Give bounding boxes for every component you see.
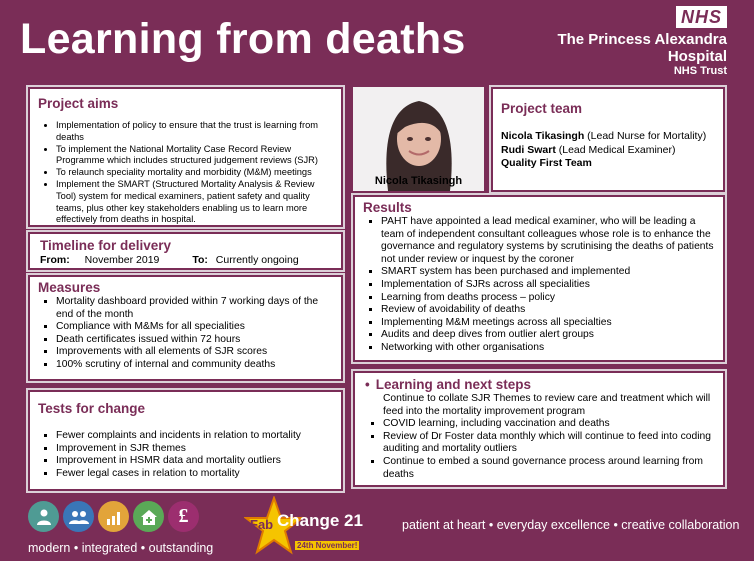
learning-item: ▪ COVID learning, including vaccination and deaths [383,418,715,431]
timeline-from-label: From: [40,254,70,266]
measure-item: ▪ Improvements with all elements of SJR scores [56,346,333,359]
nhs-trust-block [557,6,727,78]
project-aims-panel [28,87,343,227]
team-member-name: Quality First Team [501,157,592,169]
measure-item: ▪ 100% scrutiny of internal and community deaths [56,359,333,372]
timeline-panel [28,232,343,270]
pound-icon: £ [168,501,199,532]
timeline-heading: Timeline for delivery [40,238,172,253]
poster-main [26,81,726,494]
timeline-from-value: November 2019 [84,254,160,266]
team-member [501,144,715,158]
trust-name-line1: The Princess Alexandra [557,31,727,48]
fab-change-badge [244,496,363,556]
test-item: ▪ Fewer complaints and incidents in relation to mortality [56,430,333,443]
learning-item: ▪ Review of Dr Foster data monthly which will continue to feed into coding auditing and mortality outliers [383,431,715,456]
learning-item: ▪ Continue to embed a sound governance process around learning from deaths [383,456,715,481]
result-item: ▪ Audits and deep dives from outlier alert groups [381,329,715,342]
timeline-to-value: Currently ongoing [215,254,299,266]
learning-heading: • Learning and next steps [365,377,532,392]
result-item: ▪ PAHT have appointed a lead medical examiner, who will be leading a team of independent consultant colleagues whose role is to enhance the governance and regulatory systems by scrutinising the deaths of patients not under review or inquest by the coroner [381,216,715,266]
team-member-role: (Lead Medical Examiner) [555,143,676,156]
measures-heading: Measures [38,280,101,295]
footer-tagline: modern • integrated • outstanding [28,541,214,555]
tests-panel [28,390,343,491]
result-item: ▪ Learning from deaths process – policy [381,292,715,305]
results-heading: Results [363,200,412,215]
team-member [501,130,715,144]
tests-heading: Tests for change [38,401,146,416]
project-aims-item: • Implement the SMART (Structured Mortality Analysis & Review Tool) system for medical examiners, patient safety and quality teams, plus other key stakeholders enabling us to learn more effectively from deaths in hospital. [56,179,333,226]
result-item: ▪ Implementing M&M meetings across all specialties [381,317,715,330]
results-panel [353,195,725,362]
growth-chart-icon [98,501,129,532]
result-item: ▪ SMART system has been purchased and implemented [381,266,715,279]
team-member-name: Nicola Tikasingh [501,130,585,142]
project-aims-item: • To relaunch speciality mortality and morbidity (M&M) meetings [56,167,333,179]
team-member-name: Rudi Swart [501,143,556,156]
timeline-to-label: To: [192,254,208,266]
measure-item: ▪ Death certificates issued within 72 hours [56,334,333,347]
learning-panel [353,371,725,487]
person-icon [28,501,59,532]
measure-item: ▪ Compliance with M&Ms for all specialities [56,321,333,334]
result-item: ▪ Review of avoidability of deaths [381,304,715,317]
measures-panel [28,275,343,381]
measure-item: ▪ Mortality dashboard provided within 7 working days of the end of the month [56,296,333,321]
project-team-heading: Project team [501,101,583,116]
people-icon [63,501,94,532]
photo-caption: Nicola Tikasingh [374,175,463,187]
footer-values: patient at heart • everyday excellence • creative collaboration [402,518,740,532]
team-member-role: (Lead Nurse for Mortality) [584,130,707,142]
test-item: ▪ Improvement in SJR themes [56,443,333,456]
trust-name-line2: Hospital [667,48,727,65]
team-member [501,157,715,171]
learning-intro: Continue to collate SJR Themes to review care and treatment which will feed into the mortality improvement program [383,393,711,417]
project-team-panel [491,87,725,192]
project-aims-item: • Implementation of policy to ensure that the trust is learning from deaths [56,120,333,144]
fab-change-text: Change 21 [277,511,363,530]
result-item: ▪ Networking with other organisations [381,342,715,355]
project-aims-heading: Project aims [38,96,119,111]
poster-title: Learning from deaths [20,15,466,63]
project-aims-item: • To implement the National Mortality Case Record Review Programme which includes structured judgement reviews (SJR) [56,144,333,168]
test-item: ▪ Improvement in HSMR data and mortality outliers [56,455,333,468]
nhs-logo: NHS [676,6,727,28]
profile-photo [353,87,484,191]
fab-word: Fab [250,517,274,532]
test-item: ▪ Fewer legal cases in relation to mortality [56,468,333,481]
fab-date: 24th November! [297,541,358,550]
home-plus-icon [133,501,164,532]
trust-sub: NHS Trust [673,65,727,77]
footer-icons [28,501,199,532]
result-item: ▪ Implementation of SJRs across all specialities [381,279,715,292]
